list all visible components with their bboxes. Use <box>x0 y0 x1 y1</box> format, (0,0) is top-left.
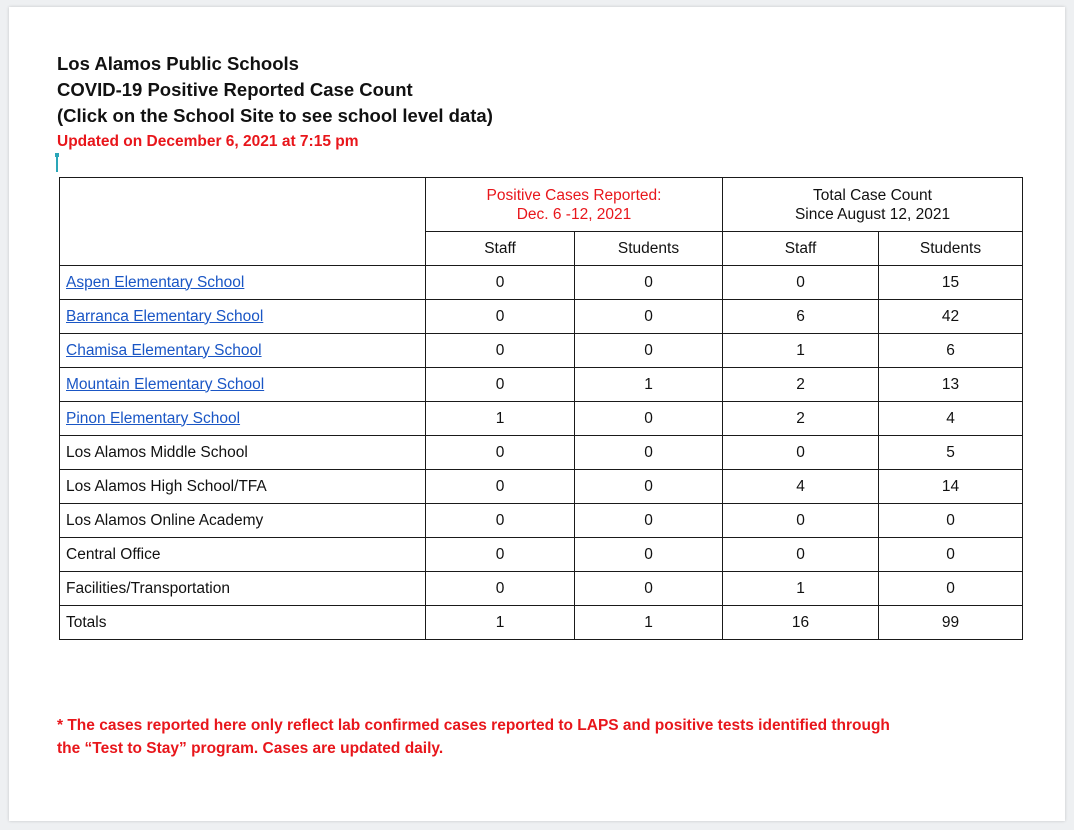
table-row <box>60 300 1023 334</box>
count-cell-week-students: 0 <box>575 266 723 300</box>
count-cell-week-students: 0 <box>575 538 723 572</box>
count-cell-total-students: 42 <box>879 300 1023 334</box>
district-title: Los Alamos Public Schools <box>57 53 299 74</box>
school-name-cell <box>60 300 426 334</box>
totals-cell-total-staff: 16 <box>723 606 879 640</box>
school-name-cell <box>60 368 426 402</box>
count-cell-total-students: 5 <box>879 436 1023 470</box>
count-cell-total-staff: 2 <box>723 402 879 436</box>
count-cell-week-students: 0 <box>575 402 723 436</box>
table-group-header-row <box>60 178 1023 232</box>
document-page <box>9 7 1065 821</box>
totals-row <box>60 606 1023 640</box>
school-name-cell <box>60 436 426 470</box>
table-row <box>60 572 1023 606</box>
count-cell-week-students: 0 <box>575 470 723 504</box>
count-cell-total-students: 15 <box>879 266 1023 300</box>
school-link[interactable]: Aspen Elementary School <box>66 273 245 291</box>
count-cell-week-students: 0 <box>575 436 723 470</box>
count-cell-week-students: 0 <box>575 504 723 538</box>
count-cell-total-students: 6 <box>879 334 1023 368</box>
col-header-week-students: Students <box>575 232 723 266</box>
school-name: Facilities/Transportation <box>66 579 230 597</box>
count-cell-total-students: 0 <box>879 572 1023 606</box>
school-name-cell <box>60 572 426 606</box>
school-header-cell <box>60 178 426 266</box>
table-row <box>60 368 1023 402</box>
count-cell-total-staff: 4 <box>723 470 879 504</box>
count-cell-week-students: 0 <box>575 300 723 334</box>
school-name-cell <box>60 402 426 436</box>
count-cell-total-students: 0 <box>879 538 1023 572</box>
count-cell-week-staff: 0 <box>426 266 575 300</box>
school-name: Central Office <box>66 545 161 563</box>
school-name-cell <box>60 266 426 300</box>
count-cell-week-staff: 1 <box>426 402 575 436</box>
count-cell-total-staff: 2 <box>723 368 879 402</box>
table-row <box>60 470 1023 504</box>
count-cell-week-staff: 0 <box>426 572 575 606</box>
count-cell-week-staff: 0 <box>426 334 575 368</box>
col-header-week-staff: Staff <box>426 232 575 266</box>
instruction-text: (Click on the School Site to see school level data) <box>57 105 493 126</box>
col-header-total-students: Students <box>879 232 1023 266</box>
case-count-table <box>59 177 1023 640</box>
school-link[interactable]: Pinon Elementary School <box>66 409 241 427</box>
count-cell-total-staff: 0 <box>723 266 879 300</box>
weekly-cases-header <box>426 178 723 232</box>
total-header-line1: Total Case Count <box>813 186 932 204</box>
weekly-header-line1: Positive Cases Reported: <box>486 186 662 204</box>
school-name: Los Alamos Online Academy <box>66 511 264 529</box>
table-row <box>60 504 1023 538</box>
count-cell-total-staff: 0 <box>723 538 879 572</box>
count-cell-week-staff: 0 <box>426 368 575 402</box>
school-name: Los Alamos High School/TFA <box>66 477 267 495</box>
totals-cell-week-students: 1 <box>575 606 723 640</box>
school-name-cell <box>60 334 426 368</box>
text-cursor <box>56 153 58 172</box>
count-cell-total-students: 13 <box>879 368 1023 402</box>
count-cell-total-staff: 1 <box>723 572 879 606</box>
table-row <box>60 266 1023 300</box>
table-row <box>60 436 1023 470</box>
footnote-line1: * The cases reported here only reflect lab confirmed cases reported to LAPS and positive tests identified through <box>57 717 890 734</box>
count-cell-week-staff: 0 <box>426 504 575 538</box>
school-link[interactable]: Mountain Elementary School <box>66 375 265 393</box>
footnote-line2: the “Test to Stay” program. Cases are updated daily. <box>57 740 444 757</box>
updated-timestamp: Updated on December 6, 2021 at 7:15 pm <box>57 133 359 150</box>
school-name-cell <box>60 470 426 504</box>
count-cell-week-staff: 0 <box>426 436 575 470</box>
count-cell-week-staff: 0 <box>426 470 575 504</box>
school-name-cell <box>60 504 426 538</box>
count-cell-week-staff: 0 <box>426 300 575 334</box>
school-name-cell <box>60 538 426 572</box>
total-header-line2: Since August 12, 2021 <box>794 205 951 223</box>
count-cell-total-staff: 0 <box>723 504 879 538</box>
school-link[interactable]: Barranca Elementary School <box>66 307 264 325</box>
school-name: Los Alamos Middle School <box>66 443 248 461</box>
table-row <box>60 402 1023 436</box>
totals-cell-total-students: 99 <box>879 606 1023 640</box>
footnote <box>57 714 1037 760</box>
count-cell-week-staff: 0 <box>426 538 575 572</box>
count-cell-total-students: 0 <box>879 504 1023 538</box>
count-cell-week-students: 0 <box>575 334 723 368</box>
report-title: COVID-19 Positive Reported Case Count <box>57 79 413 100</box>
count-cell-week-students: 1 <box>575 368 723 402</box>
school-link[interactable]: Chamisa Elementary School <box>66 341 262 359</box>
weekly-header-line2: Dec. 6 -12, 2021 <box>516 205 632 223</box>
totals-cell-week-staff: 1 <box>426 606 575 640</box>
table-row <box>60 334 1023 368</box>
count-cell-total-students: 14 <box>879 470 1023 504</box>
count-cell-total-staff: 1 <box>723 334 879 368</box>
count-cell-total-staff: 6 <box>723 300 879 334</box>
table-row <box>60 538 1023 572</box>
count-cell-total-students: 4 <box>879 402 1023 436</box>
count-cell-week-students: 0 <box>575 572 723 606</box>
count-cell-total-staff: 0 <box>723 436 879 470</box>
total-cases-header <box>723 178 1023 232</box>
totals-label: Totals <box>60 606 426 640</box>
col-header-total-staff: Staff <box>723 232 879 266</box>
